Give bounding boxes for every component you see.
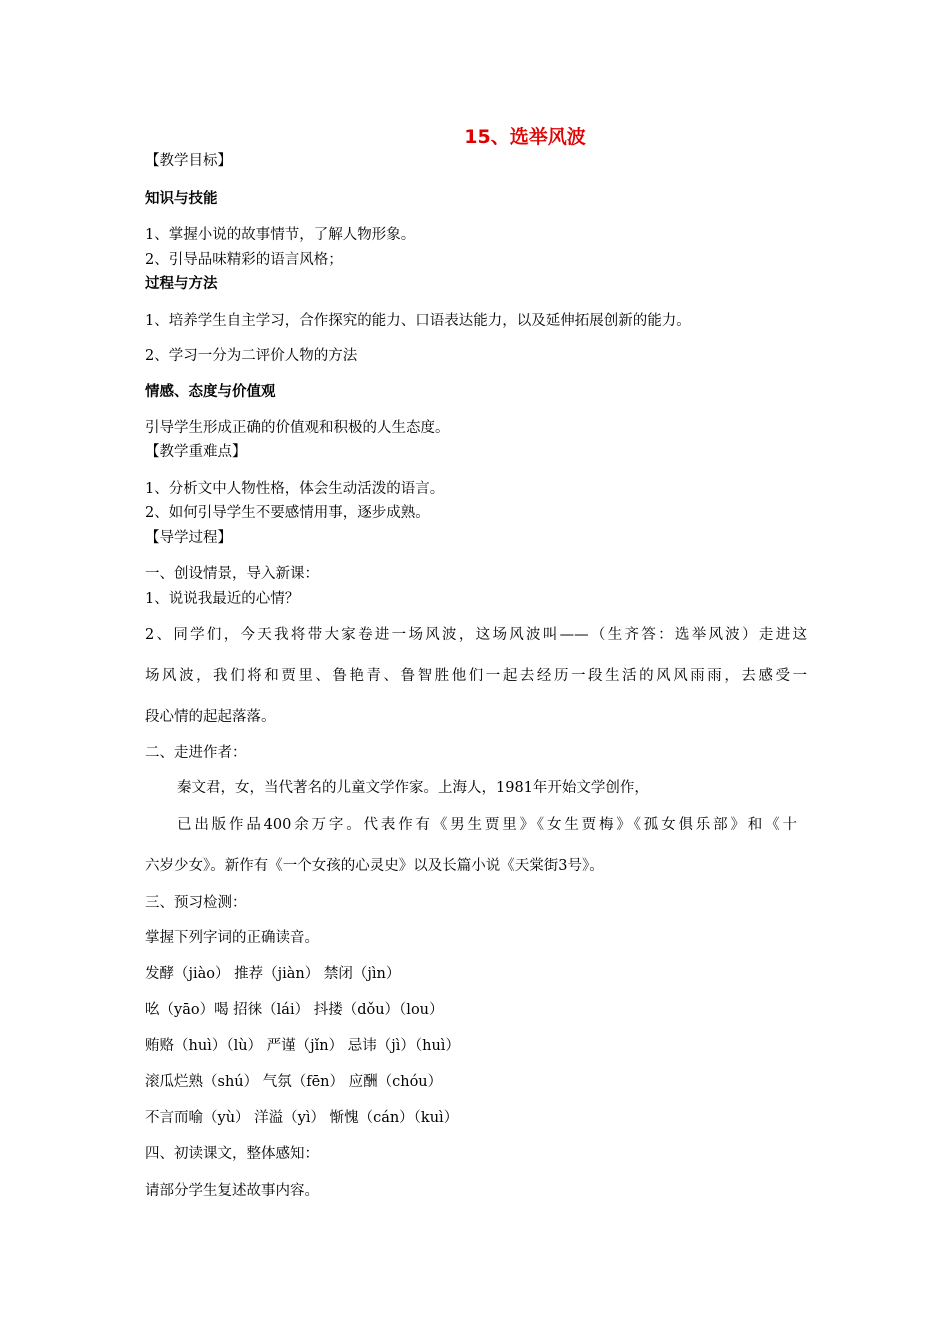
text-line: 2、如何引导学生不要感情用事，逐步成熟。 — [145, 505, 430, 521]
text-line: 一、创设情景，导入新课： — [145, 566, 319, 582]
text-line: 二、走进作者： — [145, 745, 247, 761]
text-line: 段心情的起起落落。 — [145, 709, 276, 725]
text-line: 请部分学生复述故事内容。 — [145, 1183, 319, 1199]
vocab-line: 贿赂（huì）（lù） 严谨（jǐn） 忌讳（jì）（huì） — [145, 1038, 460, 1054]
text-line: 1、说说我最近的心情？ — [145, 591, 300, 607]
text-line: 1、掌握小说的故事情节，了解人物形象。 — [145, 227, 416, 243]
vocab-line: 吆（yāo）喝 招徕（lái） 抖搂（dǒu）（lou） — [145, 1002, 444, 1018]
text-line: 秦文君，女，当代著名的儿童文学作家。上海人，1981年开始文学创作， — [177, 780, 649, 796]
text-line: 三、预习检测： — [145, 895, 247, 911]
text-line: 掌握下列字词的正确读音。 — [145, 930, 319, 946]
text-line: 2、同学们，今天我将带大家卷进一场风波，这场风波叫——（生齐答：选举风波）走进这 — [145, 627, 807, 643]
section-header-process: 【导学过程】 — [145, 530, 232, 546]
subheading-values: 情感、态度与价值观 — [145, 384, 276, 400]
vocab-line: 滚瓜烂熟（shú） 气氛（fēn） 应酬（chóu） — [145, 1074, 443, 1090]
text-line: 六岁少女》。新作有《一个女孩的心灵史》以及长篇小说《天棠街3号》。 — [145, 858, 604, 874]
section-header-objectives: 【教学目标】 — [145, 153, 232, 169]
vocab-line: 发酵（jiào） 推荐（jiàn） 禁闭（jìn） — [145, 966, 401, 982]
text-line: 2、学习一分为二评价人物的方法 — [145, 348, 358, 364]
text-line: 已出版作品400余万字。代表作有《男生贾里》《女生贾梅》《孤女俱乐部》和《十 — [177, 817, 797, 833]
text-line: 引导学生形成正确的价值观和积极的人生态度。 — [145, 420, 450, 436]
text-line: 场风波，我们将和贾里、鲁艳青、鲁智胜他们一起去经历一段生活的风风雨雨，去感受一 — [145, 668, 807, 684]
text-line: 1、培养学生自主学习，合作探究的能力、口语表达能力，以及延伸拓展创新的能力。 — [145, 313, 691, 329]
document-title: 15、选举风波 — [464, 126, 586, 148]
text-line: 2、引导品味精彩的语言风格； — [145, 252, 343, 268]
subheading-process: 过程与方法 — [145, 276, 218, 292]
section-header-keypoints: 【教学重难点】 — [145, 444, 247, 460]
text-line: 四、初读课文，整体感知： — [145, 1146, 319, 1162]
vocab-line: 不言而喻（yù） 洋溢（yì） 惭愧（cán）（kuì） — [145, 1110, 459, 1126]
subheading-knowledge: 知识与技能 — [145, 191, 218, 207]
text-line: 1、分析文中人物性格，体会生动活泼的语言。 — [145, 481, 445, 497]
